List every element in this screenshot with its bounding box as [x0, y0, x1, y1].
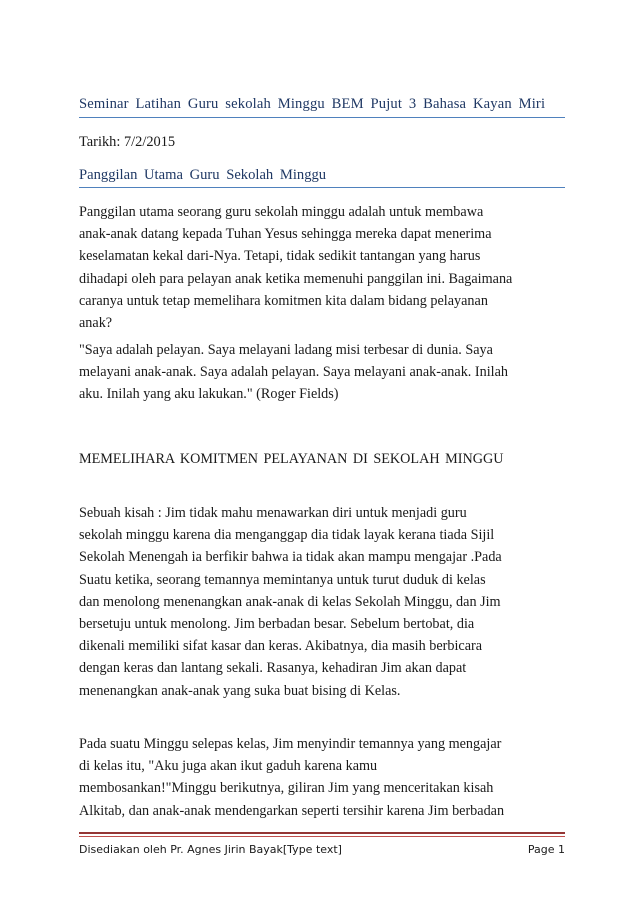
- subtitle-rule: [79, 187, 565, 188]
- paragraph-line: anak-anak datang kepada Tuhan Yesus sehingga mereka dapat menerima: [79, 226, 492, 243]
- footer-rule-secondary: [79, 836, 565, 837]
- paragraph-line: caranya untuk tetap memelihara komitmen kita dalam bidang pelayanan: [79, 292, 488, 309]
- paragraph-line: di kelas itu, "Aku juga akan ikut gaduh karena kamu: [79, 758, 378, 775]
- paragraph-line: Sebuah kisah : Jim tidak mahu menawarkan diri untuk menjadi guru: [79, 505, 467, 521]
- paragraph-line: sekolah minggu karena dia menganggap dia tidak layak kerana tiada Sijil: [79, 527, 495, 544]
- footer-author: Disediakan oleh Pr. Agnes Jirin Bayak[Type text]: [79, 843, 342, 856]
- paragraph-line: dengan keras dan lantang sekali. Rasanya, kehadiran Jim akan dapat: [79, 660, 467, 677]
- document-header-title: Seminar Latihan Guru sekolah Minggu BEM Pujut 3 Bahasa Kayan Miri: [79, 96, 546, 112]
- quote-paragraph: [79, 339, 565, 406]
- paragraph-line: Panggilan utama seorang guru sekolah minggu adalah untuk membawa: [79, 204, 484, 220]
- section-subtitle: Panggilan Utama Guru Sekolah Minggu: [79, 167, 327, 183]
- paragraph-line: dikenali memiliki sifat kasar dan keras. Akibatnya, dia masih berbicara: [79, 638, 483, 655]
- paragraph-line: Pada suatu Minggu selepas kelas, Jim menyindir temannya yang mengajar: [79, 736, 502, 752]
- section-heading: MEMELIHARA KOMITMEN PELAYANAN DI SEKOLAH MINGGU: [79, 451, 504, 467]
- footer-rule: [79, 832, 565, 834]
- paragraph-line: Suatu ketika, seorang temannya memintanya untuk turut duduk di kelas: [79, 571, 486, 588]
- paragraph-line: bersetuju untuk menolong. Jim berbadan besar. Sebelum bertobat, dia: [79, 616, 475, 633]
- paragraph-line: membosankan!"Minggu berikutnya, giliran Jim yang menceritakan kisah: [79, 780, 494, 797]
- paragraph-line: Sekolah Menengah ia berfikir bahwa ia tidak akan mampu mengajar .Pada: [79, 549, 502, 566]
- date-line: Tarikh: 7/2/2015: [79, 134, 176, 150]
- header-rule: [79, 117, 565, 118]
- paragraph-line: dihadapi oleh para pelayan anak ketika memenuhi panggilan ini. Bagaimana: [79, 270, 513, 287]
- story-paragraph: [79, 502, 565, 702]
- paragraph-line: keselamatan kekal dari-Nya. Tetapi, tidak sedikit tantangan yang harus: [79, 248, 481, 265]
- paragraph-line: anak?: [79, 315, 113, 332]
- paragraph-line: menenangkan anak-anak yang suka buat bising di Kelas.: [79, 682, 401, 699]
- paragraph-line: aku. Inilah yang aku lakukan." (Roger Fields): [79, 386, 339, 403]
- intro-paragraph: [79, 201, 565, 334]
- paragraph-line: melayani anak-anak. Saya adalah pelayan. Saya melayani anak-anak. Inilah: [79, 364, 508, 381]
- paragraph-line: Alkitab, dan anak-anak mendengarkan seperti tersihir karena Jim berbadan: [79, 802, 505, 819]
- paragraph-line: "Saya adalah pelayan. Saya melayani ladang misi terbesar di dunia. Saya: [79, 342, 493, 358]
- page-number: Page 1: [527, 843, 565, 856]
- paragraph-line: dan menolong menenangkan anak-anak di kelas Sekolah Minggu, dan Jim: [79, 593, 501, 610]
- story-continuation-paragraph: [79, 733, 565, 822]
